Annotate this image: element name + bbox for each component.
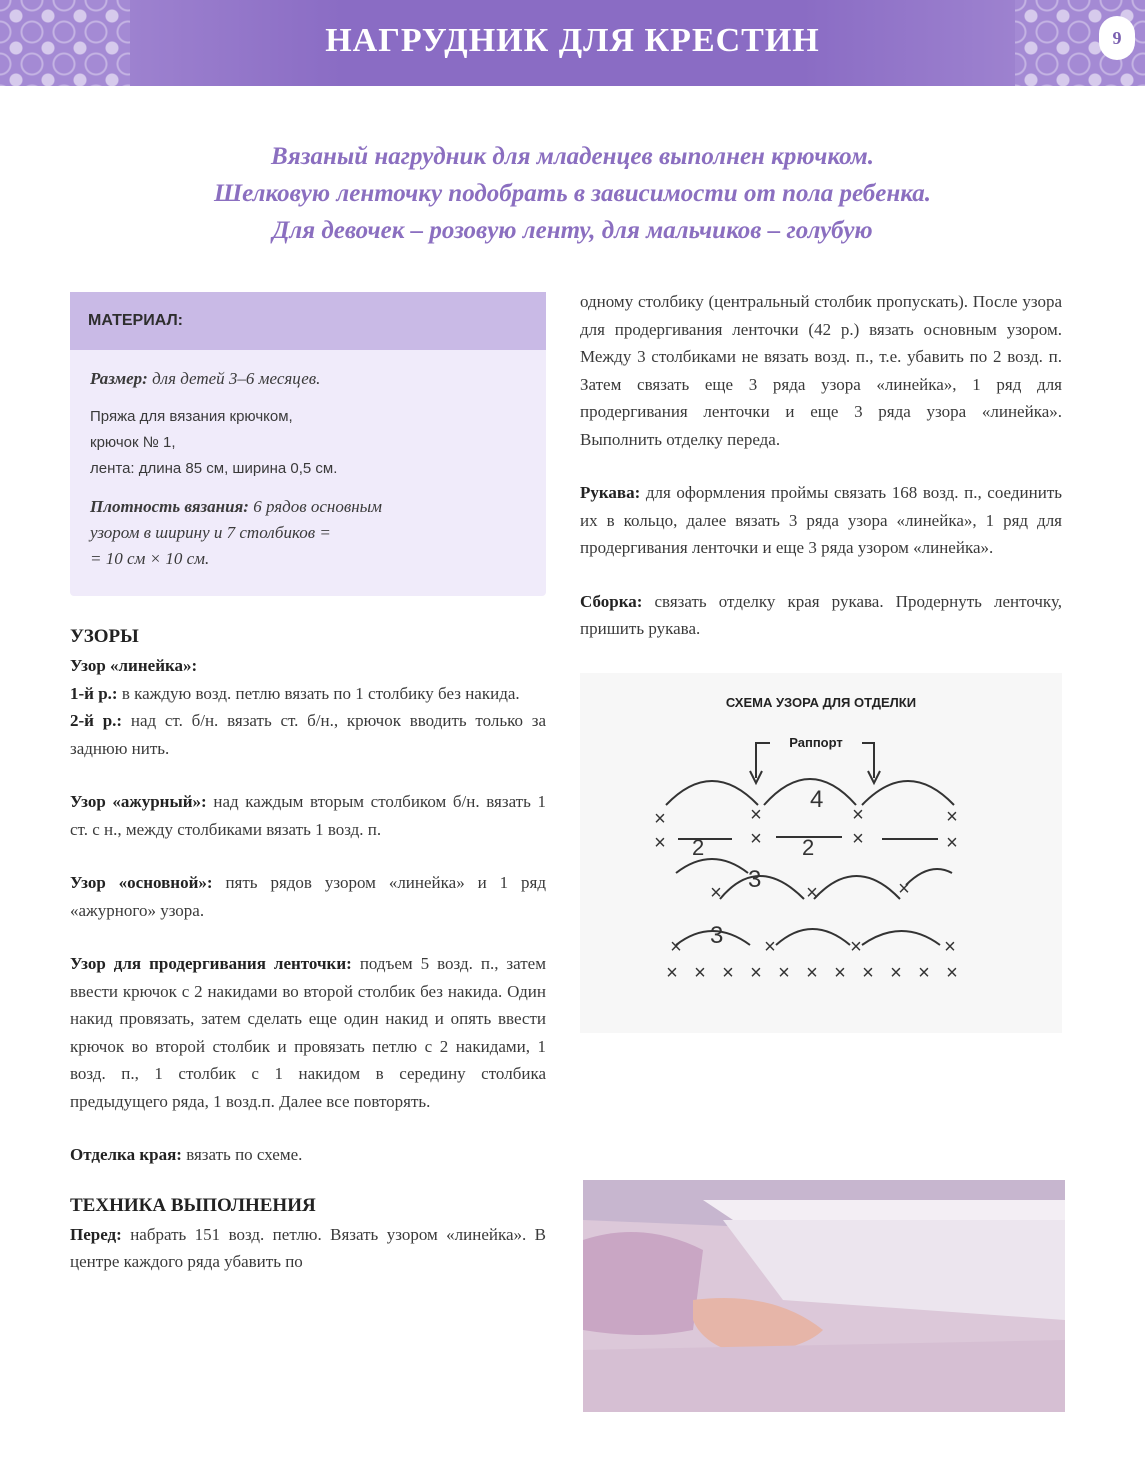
stitch-x-mark: × [898, 877, 910, 900]
rapport-arrows [750, 771, 880, 783]
row1-body: в каждую возд. петлю вязать по 1 столбику без накида. [121, 683, 520, 703]
size-label: Размер: [90, 369, 148, 388]
stitch-x-mark: × [834, 961, 846, 984]
osn-body: пять рядов узором «линейка» и 1 ряд «ажурного» узора. [70, 873, 546, 920]
arc [666, 781, 758, 805]
stitch-x-mark: × [890, 961, 902, 984]
stitch-x-mark: × [722, 961, 734, 984]
page-header [0, 0, 1145, 86]
stitch-x-mark: × [750, 803, 762, 826]
size-text: для детей 3–6 месяцев. [152, 369, 321, 388]
stitch-x-mark: × [654, 831, 666, 854]
stitch-x-mark: × [862, 961, 874, 984]
azhur-text [70, 788, 546, 843]
row-number: 4 [810, 785, 824, 813]
front-text [70, 1221, 546, 1276]
osn-label: Узор «основной»: [70, 873, 213, 892]
azhur-label: Узор «ажурный»: [70, 792, 207, 811]
stitch-x-mark: × [852, 803, 864, 826]
material-heading: МАТЕРИАЛ: [70, 292, 546, 350]
stitch-x-mark: × [944, 935, 956, 958]
assembly-text [580, 588, 1062, 643]
stitch-x-mark: × [694, 961, 706, 984]
patterns-heading: УЗОРЫ [70, 626, 139, 647]
row2-label: 2-й р.: [70, 711, 123, 730]
front-label: Перед: [70, 1224, 122, 1244]
stitch-x-mark: × [750, 961, 762, 984]
density-text: 6 рядов основным [253, 497, 383, 516]
lineyka-label: Узор «линейка»: [70, 656, 198, 675]
front-body: набрать 151 возд. петлю. Вязать узором «линейка». В центре каждого ряда убавить по [70, 1224, 546, 1271]
row2-text [70, 707, 546, 762]
stitch-x-mark: × [852, 827, 864, 850]
rapport-label: Раппорт [789, 734, 843, 750]
lent-body: подъем 5 возд. п., затем ввести крючок с 2 накидами во второй столбик без накида. Один накид провязать, затем сделать еще один накид и опять ввести крючок во второй столбик и провязать петлю с 2 накидами, 1 возд. п., 1 столбик с 1 накидом в середину столбика предыдущего ряда, 1 возд.п. Далее все повторять. [70, 954, 546, 1111]
edge-body: вязать по схеме. [186, 1145, 303, 1164]
yarn-lines [90, 404, 526, 482]
baby-photo [583, 1180, 1065, 1412]
stitch-x-mark: × [946, 961, 958, 984]
density-text-2: узором в ширину и 7 столбиков = [90, 523, 331, 542]
photo-drawing [583, 1180, 1065, 1412]
intro-text [0, 138, 1145, 249]
sleeves-label: Рукава: [580, 483, 641, 502]
assembly-body: связать отделку края рукава. Продернуть ленточку, пришить рукава. [580, 591, 1063, 638]
stitch-x-mark: × [654, 807, 666, 830]
intro-line-2: Шелковую ленточку подобрать в зависимости от пола ребенка. [213, 180, 932, 207]
schema-drawing [580, 673, 1062, 1033]
lent-label: Узор для продергивания ленточки: [70, 954, 352, 973]
row1-label: 1-й р.: [70, 683, 118, 703]
edge-label: Отделка края: [70, 1145, 182, 1164]
assembly-label: Сборка: [580, 591, 643, 611]
yarn-line-2: крючок № 1, [90, 434, 176, 451]
arc [862, 781, 954, 805]
sleeves-body: для оформления проймы связать 168 возд. п., соединить их в кольцо, далее вязать 3 ряда узора «линейка», 1 ряд для продергивания ленточки и еще 3 ряда узором «линейка». [580, 483, 1063, 557]
page-number: 9 [1099, 16, 1135, 60]
size-line [90, 366, 526, 392]
front-continued: одному столбику (центральный столбик пропускать). После узора для продергивания ленточки (42 р.) вязать основным узором. Между 3 столбиками не вязать возд. п., т.е. убавить по 2 возд. п. Затем связать еще 3 ряда узора «линейка», 1 ряд для продергивания ленточки и еще 3 ряда узора «линейка». Выполнить отделку переда. [580, 292, 1062, 449]
stitch-x-mark: × [806, 881, 818, 904]
row-number: 2 [692, 834, 705, 860]
yarn-line-3: лента: длина 85 см, ширина 0,5 см. [90, 460, 338, 477]
stitch-x-mark: × [946, 831, 958, 854]
left-column [70, 292, 546, 1276]
stitch-x-mark: × [666, 961, 678, 984]
edge-text [70, 1141, 546, 1169]
stitch-x-mark: × [778, 961, 790, 984]
row-number: 3 [748, 865, 762, 893]
osn-text [70, 869, 546, 924]
technique-heading: ТЕХНИКА ВЫПОЛНЕНИЯ [70, 1194, 316, 1216]
stitch-x-mark: × [764, 935, 776, 958]
stitch-x-mark: × [670, 935, 682, 958]
density-text-3: = 10 см × 10 см. [90, 549, 210, 568]
lent-text [70, 950, 546, 1115]
sleeves-text [580, 479, 1062, 562]
row-number: 2 [802, 834, 815, 860]
stitch-x-mark: × [806, 961, 818, 984]
material-body [70, 350, 546, 596]
stitch-x-mark: × [850, 935, 862, 958]
schema-title: СХЕМА УЗОРА ДЛЯ ОТДЕЛКИ [725, 694, 917, 710]
page-title: НАГРУДНИК ДЛЯ КРЕСТИН [325, 22, 820, 59]
lineyka-title [70, 652, 546, 680]
intro-line-1: Вязаный нагрудник для младенцев выполнен крючком. [270, 143, 875, 170]
stitch-x-mark: × [750, 827, 762, 850]
edge-pattern-schema [580, 673, 1062, 1033]
row-number: 3 [710, 921, 724, 949]
density-label: Плотность вязания: [90, 497, 249, 516]
yarn-line-1: Пряжа для вязания крючком, [90, 408, 293, 425]
right-column [580, 288, 1062, 1033]
stitch-x-mark: × [918, 961, 930, 984]
row2-body: над ст. б/н. вязать ст. б/н., крючок вводить только за заднюю нить. [70, 711, 547, 758]
stitch-x-mark: × [946, 805, 958, 828]
stitch-x-mark: × [710, 881, 722, 904]
azhur-body: над каждым вторым столбиком б/н. вязать 1 ст. с н., между столбиками вязать 1 возд. п. [70, 792, 547, 839]
material-box [70, 292, 546, 596]
density-line [90, 494, 526, 572]
row1-text [70, 680, 546, 708]
intro-line-3: Для девочек – розовую ленту, для мальчиков – голубую [272, 217, 873, 244]
